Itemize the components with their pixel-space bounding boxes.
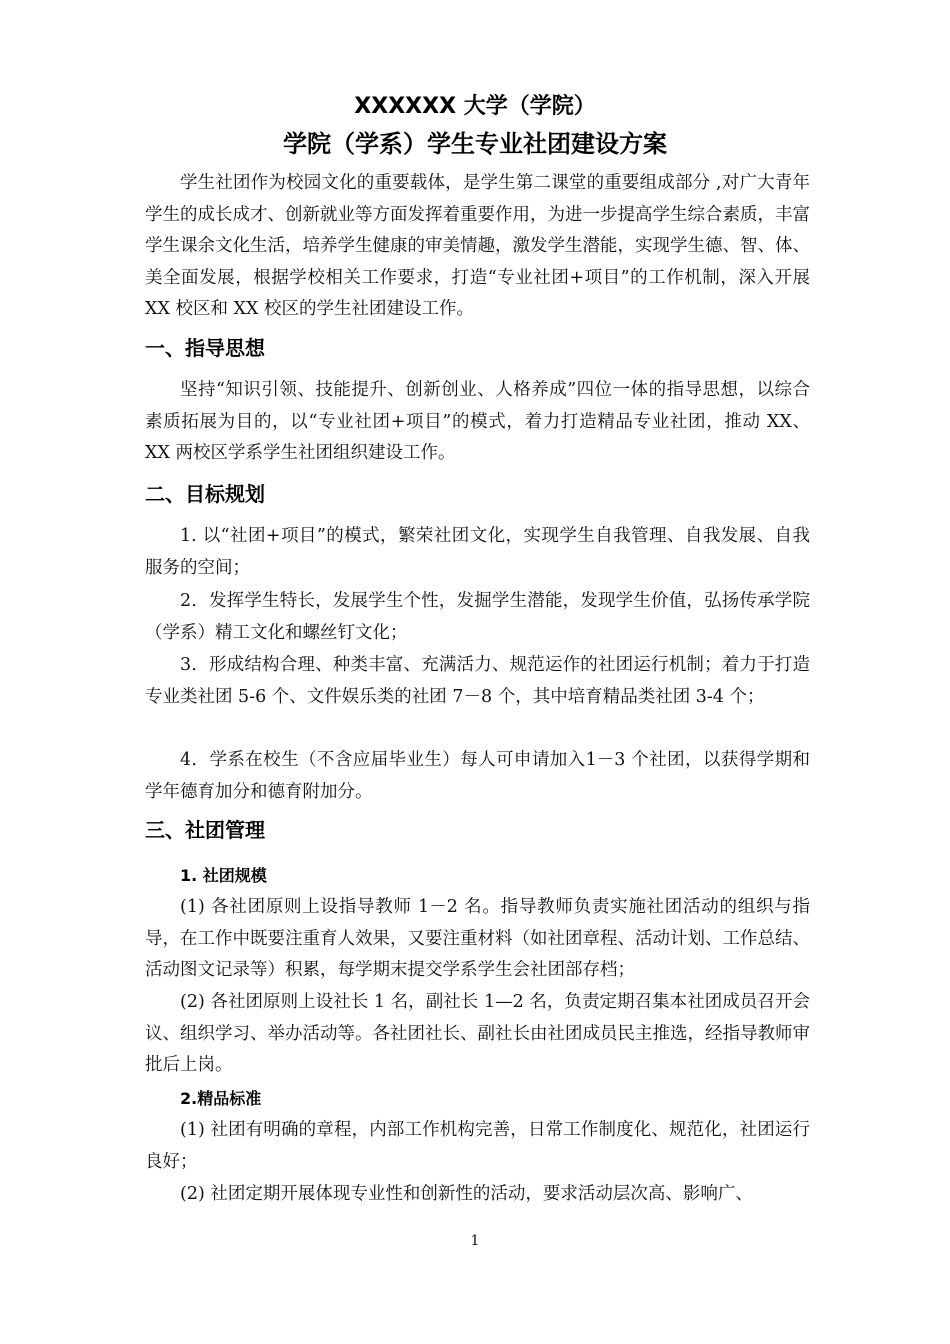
subheading-club-scale: 1. 社团规模 bbox=[180, 866, 267, 885]
document-title: XXXXXX 大学（学院） bbox=[354, 94, 596, 119]
section-heading-goal-planning: 二、目标规划 bbox=[145, 482, 265, 506]
quality-standard-item-2: (2) 社团定期开展体现专业性和创新性的活动，要求活动层次高、影响广、 bbox=[180, 1184, 753, 1204]
goal-item-1: 1. 以“社团+项目”的模式，繁荣社团文化，实现学生自我管理、自我发展、自我服务的空间； bbox=[145, 526, 810, 578]
section-heading-club-management: 三、社团管理 bbox=[145, 818, 265, 842]
subheading-quality-standard: 2.精品标准 bbox=[180, 1089, 262, 1108]
section-heading-guiding-ideology: 一、指导思想 bbox=[145, 336, 265, 360]
club-scale-item-2: (2) 各社团原则上设社长 1 名，副社长 1—2 名，负责定期召集本社团成员召开会议、组织学习、举办活动等。各社团社长、副社长由社团成员民主推选，经指导教师审批后上岗。 bbox=[145, 992, 810, 1075]
quality-standard-item-1: (1) 社团有明确的章程，内部工作机构完善，日常工作制度化、规范化，社团运行良好； bbox=[145, 1120, 810, 1172]
goal-item-4: 4．学系在校生（不含应届毕业生）每人可申请加入1－3 个社团，以获得学期和学年德育加分和德育附加分。 bbox=[145, 750, 810, 802]
club-scale-item-1: (1) 各社团原则上设指导教师 1－2 名。指导教师负责实施社团活动的组织与指导，在工作中既要注重育人效果，又要注重材料（如社团章程、活动计划、工作总结、活动图文记录等）积累，每学期末提交学系学生会社团部存档； bbox=[145, 897, 810, 980]
goal-item-3: 3．形成结构合理、种类丰富、充满活力、规范运作的社团运行机制；着力于打造专业类社团 5-6 个、文件娱乐类的社团 7－8 个，其中培育精品类社团 3-4 个； bbox=[145, 655, 810, 707]
document-subtitle: 学院（学系）学生专业社团建设方案 bbox=[283, 130, 667, 158]
page-number: 1 bbox=[470, 1233, 480, 1249]
goal-item-2: 2．发挥学生特长，发展学生个性，发掘学生潜能，发现学生价值，弘扬传承学院（学系）精工文化和螺丝钉文化； bbox=[145, 591, 810, 643]
intro-paragraph: 学生社团作为校园文化的重要载体，是学生第二课堂的重要组成部分 ,对广大青年学生的成长成才、创新就业等方面发挥着重要作用，为进一步提高学生综合素质，丰富学生课余文化生活，培养学生健康的审美情趣，激发学生潜能，实现学生德、智、体、美全面发展，根据学校相关工作要求，打造“专业社团+项目”的工作机制，深入开展 XX 校区和 XX 校区的学生社团建设工作。 bbox=[145, 173, 810, 319]
guiding-ideology-paragraph: 坚持“知识引领、技能提升、创新创业、人格养成”四位一体的指导思想，以综合素质拓展为目的，以“专业社团+项目”的模式，着力打造精品专业社团，推动 XX、XX 两校区学系学生社团组织建设工作。 bbox=[145, 380, 810, 463]
